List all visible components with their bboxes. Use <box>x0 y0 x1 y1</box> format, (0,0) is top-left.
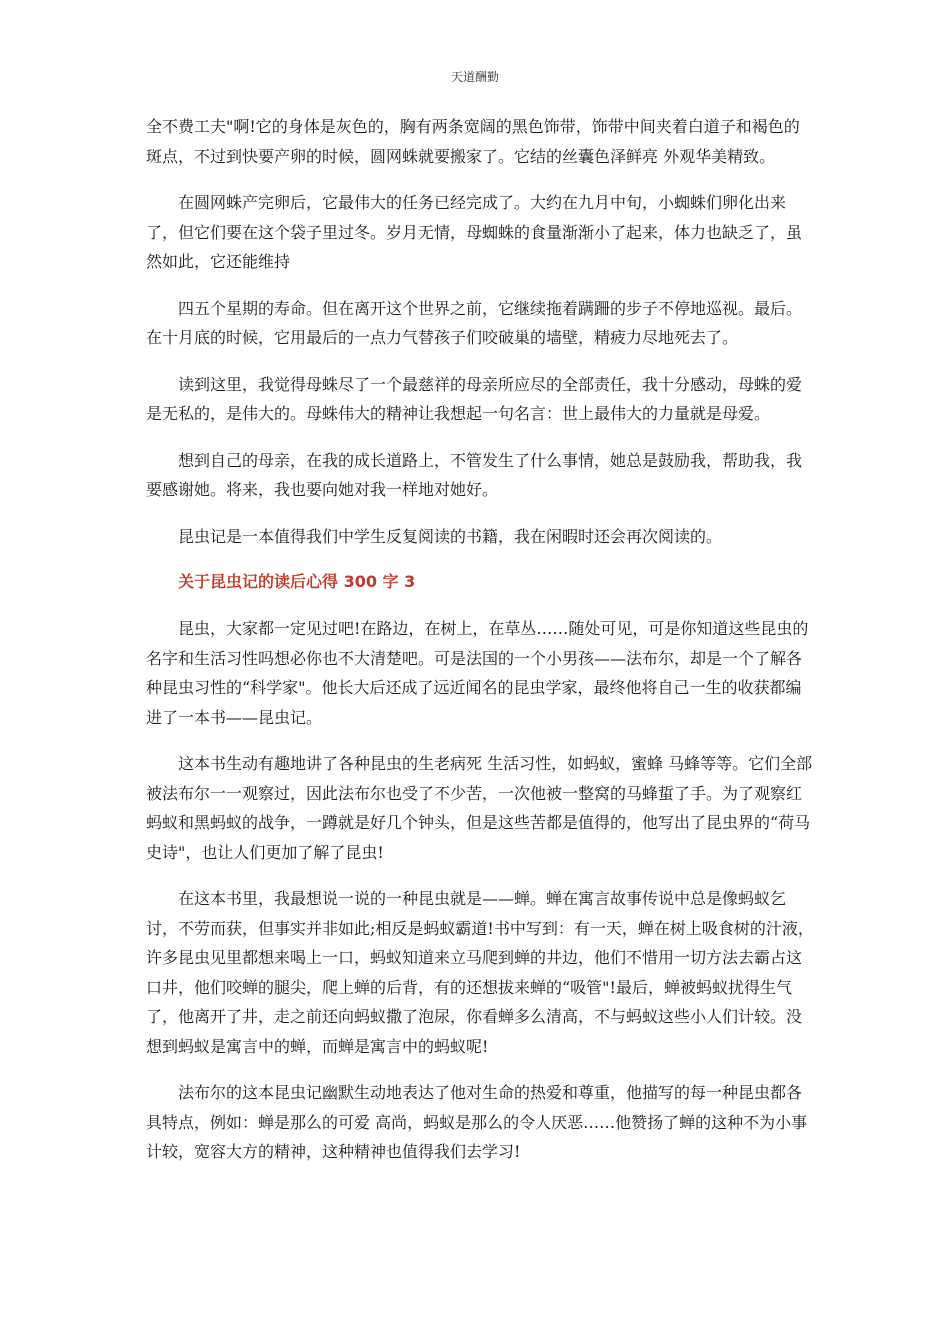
document-body <box>146 112 814 1184</box>
paragraph: 读到这里，我觉得母蛛尽了一个最慈祥的母亲所应尽的全部责任，我十分感动，母蛛的爱是无私的，是伟大的。母蛛伟大的精神让我想起一句名言：世上最伟大的力量就是母爱。 <box>146 374 803 423</box>
paragraph: 昆虫，大家都一定见过吧!在路边，在树上，在草丛……随处可见，可是你知道这些昆虫的名字和生活习性吗想必你也不大清楚吧。可是法国的一个小男孩——法布尔，却是一个了解各种昆虫习性的“科学家"。他长大后还成了远近闻名的昆虫学家，最终他将自己一生的收获都编进了一本书——昆虫记。 <box>146 619 809 727</box>
paragraph: 想到自己的母亲，在我的成长道路上，不管发生了什么事情，她总是鼓励我，帮助我，我要感谢她。将来，我也要向她对我一样地对她好。 <box>146 450 803 499</box>
section-heading: 关于昆虫记的读后心得 300 字 3 <box>178 572 416 591</box>
paragraph: 四五个星期的寿命。但在离开这个世界之前，它继续拖着蹒跚的步子不停地巡视。最后。在十月底的时候，它用最后的一点力气替孩子们咬破巢的墙壁，精疲力尽地死去了。 <box>146 298 803 347</box>
paragraph: 昆虫记是一本值得我们中学生反复阅读的书籍，我在闲暇时还会再次阅读的。 <box>178 526 723 546</box>
paragraph: 在这本书里，我最想说一说的一种昆虫就是——蝉。蝉在寓言故事传说中总是像蚂蚁乞讨，不劳而获，但事实并非如此;相反是蚂蚁霸道!书中写到：有一天，蝉在树上吸食树的汁液，许多昆虫见里都想来喝上一口，蚂蚁知道来立马爬到蝉的井边，他们不惜用一切方法去霸占这口井，他们咬蝉的腿尖，爬上蝉的后背，有的还想拔来蝉的“吸管"!最后，蝉被蚂蚁扰得生气了，他离开了井，走之前还向蚂蚁撒了泡尿，你看蝉多么清高，不与蚂蚁这些小人们计较。没想到蚂蚁是寓言中的蝉，而蝉是寓言中的蚂蚁呢! <box>146 889 814 1056</box>
paragraph: 在圆网蛛产完卵后，它最伟大的任务已经完成了。大约在九月中旬，小蜘蛛们卵化出来了，但它们要在这个袋子里过冬。岁月无情，母蜘蛛的食量渐渐小了起来，体力也缺乏了，虽然如此，它还能维持 <box>146 193 803 271</box>
paragraph: 全不费工夫"啊!它的身体是灰色的，胸有两条宽阔的黑色饰带，饰带中间夹着白道子和褐色的斑点，不过到快要产卵的时候，圆网蛛就要搬家了。它结的丝囊色泽鲜亮 外观华美精致。 <box>146 117 800 166</box>
page-header: 天道酬勤 <box>450 70 499 84</box>
paragraph: 法布尔的这本昆虫记幽默生动地表达了他对生命的热爱和尊重，他描写的每一种昆虫都各具特点，例如：蝉是那么的可爱 高尚，蚂蚁是那么的令人厌恶……他赞扬了蝉的这种不为小事计较，宽容大方的精神，这种精神也值得我们去学习! <box>146 1083 808 1161</box>
paragraph: 这本书生动有趣地讲了各种昆虫的生老病死 生活习性，如蚂蚁，蜜蜂 马蜂等等。它们全部被法布尔一一观察过，因此法布尔也受了不少苦，一次他被一整窝的马蜂蜇了手。为了观察红蚂蚁和黑蚂蚁的战争，一蹲就是好几个钟头，但是这些苦都是值得的，他写出了昆虫界的“荷马史诗"，也让人们更加了解了昆虫! <box>146 754 813 862</box>
